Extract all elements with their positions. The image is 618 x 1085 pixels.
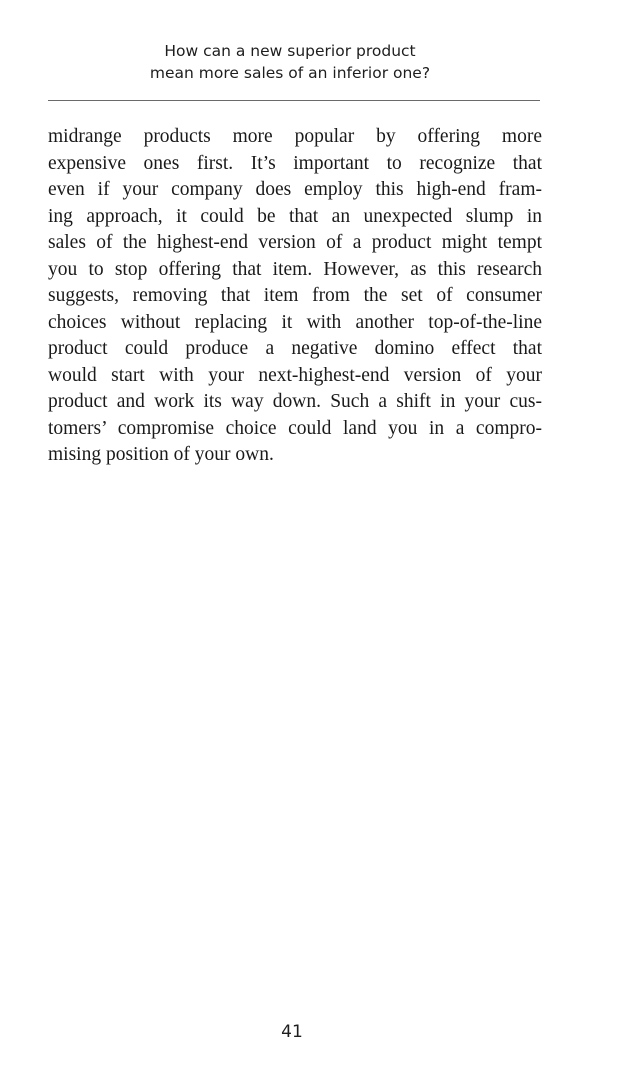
text-line: suggests, removing that item from the set of consumer — [48, 285, 542, 306]
body-paragraph — [48, 124, 542, 469]
text-line: you to stop offering that item. However, as this research — [48, 258, 542, 280]
text-line: product could produce a negative domino effect that — [48, 338, 542, 359]
text-line: choices without replacing it with another top-of-the-line — [48, 311, 542, 333]
text-line: tomers’ compromise choice could land you in a compro- — [48, 417, 542, 439]
text-line: product and work its way down. Such a shift in your cus- — [48, 391, 542, 412]
text-line: mising position of your own. — [48, 444, 274, 465]
header-divider — [48, 100, 540, 101]
running-head-line-2: mean more sales of an inferior one? — [149, 64, 431, 82]
running-head-line-1: How can a new superior product — [164, 42, 416, 60]
text-line: sales of the highest-end version of a product might tempt — [48, 232, 542, 253]
text-line: expensive ones first. It’s important to recognize that — [48, 152, 542, 174]
text-line: would start with your next-highest-end version of your — [48, 364, 542, 386]
text-line: even if your company does employ this high-end fram- — [48, 179, 542, 200]
text-line: ing approach, it could be that an unexpected slump in — [48, 205, 542, 227]
running-head — [0, 40, 580, 84]
page-number: 41 — [281, 1022, 303, 1042]
text-line: midrange products more popular by offering more — [48, 126, 542, 147]
